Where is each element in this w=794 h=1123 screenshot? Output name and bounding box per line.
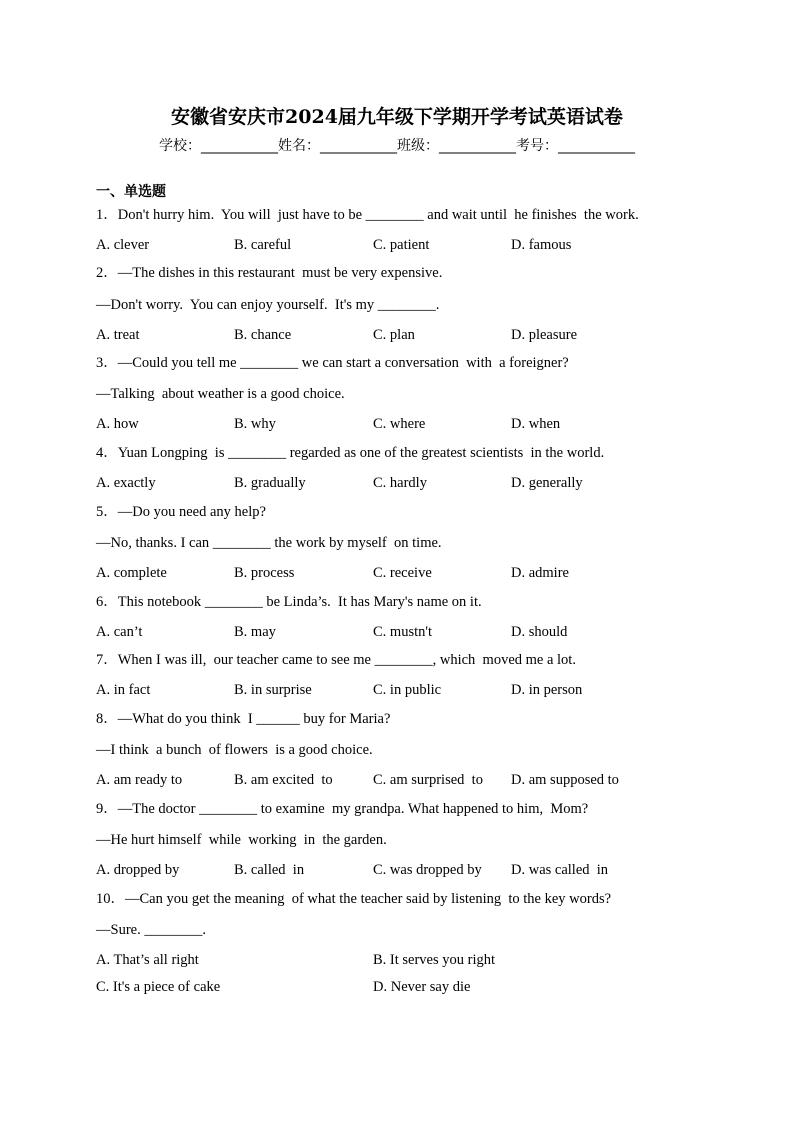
q9-option-c: C. was dropped by — [373, 862, 482, 878]
q3-option-b: B. why — [234, 416, 276, 432]
question-8-reply: —I think a bunch of flowers is a good choice. — [96, 742, 373, 758]
q3-option-a: A. how — [96, 416, 139, 432]
q5-option-c: C. receive — [373, 565, 432, 581]
question-10-stem: 10．—Can you get the meaning of what the teacher said by listening to the key words? — [96, 891, 612, 907]
question-4-stem: 4．Yuan Longping is ________ regarded as one of the greatest scientists in the world. — [96, 445, 605, 461]
q2-option-c: C. plan — [373, 327, 415, 343]
question-1-stem: 1．Don't hurry him. You will just have to be ________ and wait until he finishes the work. — [96, 207, 639, 223]
q9-option-a: A. dropped by — [96, 862, 180, 878]
question-10-reply: —Sure. ________. — [96, 922, 206, 938]
q1-option-d: D. famous — [511, 237, 572, 253]
question-9-stem: 9．—The doctor ________ to examine my grandpa. What happened to him, Mom? — [96, 801, 589, 817]
question-5-stem: 5．—Do you need any help? — [96, 504, 266, 520]
q1-option-b: B. careful — [234, 237, 292, 253]
q7-option-b: B. in surprise — [234, 682, 312, 698]
section-title: 一、单选题 — [96, 184, 166, 200]
q4-option-d: D. generally — [511, 475, 583, 491]
q5-option-d: D. admire — [511, 565, 569, 581]
question-7-stem: 7．When I was ill, our teacher came to see me ________, which moved me a lot. — [96, 652, 576, 668]
q9-option-d: D. was called in — [511, 862, 609, 878]
q6-option-d: D. should — [511, 624, 568, 640]
q10-option-b: B. It serves you right — [373, 952, 496, 968]
q10-option-d: D. Never say die — [373, 979, 471, 995]
question-8-stem: 8．—What do you think I ______ buy for Maria? — [96, 711, 391, 727]
q8-option-c: C. am surprised to — [373, 772, 483, 788]
page-title: 安徽省安庆市2024届九年级下学期开学考试英语试卷 — [171, 106, 623, 128]
q10-option-a: A. That’s all right — [96, 952, 199, 968]
q2-option-d: D. pleasure — [511, 327, 578, 343]
q6-option-a: A. can’t — [96, 624, 143, 640]
q5-option-b: B. process — [234, 565, 295, 581]
question-6-stem: 6．This notebook ________ be Linda’s. It has Mary's name on it. — [96, 594, 482, 610]
q7-option-c: C. in public — [373, 682, 442, 698]
q7-option-a: A. in fact — [96, 682, 151, 698]
q4-option-a: A. exactly — [96, 475, 156, 491]
q9-option-b: B. called in — [234, 862, 305, 878]
q8-option-b: B. am excited to — [234, 772, 333, 788]
question-3-stem: 3．—Could you tell me ________ we can start a conversation with a foreigner? — [96, 355, 569, 371]
question-5-reply: —No, thanks. I can ________ the work by myself on time. — [96, 535, 442, 551]
q6-option-c: C. mustn't — [373, 624, 433, 640]
q3-option-c: C. where — [373, 416, 426, 432]
q4-option-b: B. gradually — [234, 475, 306, 491]
q1-option-c: C. patient — [373, 237, 430, 253]
q4-option-c: C. hardly — [373, 475, 427, 491]
q6-option-b: B. may — [234, 624, 276, 640]
question-2-stem: 2．—The dishes in this restaurant must be very expensive. — [96, 265, 443, 281]
question-9-reply: —He hurt himself while working in the garden. — [96, 832, 387, 848]
q2-option-b: B. chance — [234, 327, 292, 343]
q2-option-a: A. treat — [96, 327, 140, 343]
q8-option-d: D. am supposed to — [511, 772, 619, 788]
q7-option-d: D. in person — [511, 682, 583, 698]
student-info-line: 学校：___________姓名：___________班级：___________考号：___________ — [159, 138, 635, 154]
q3-option-d: D. when — [511, 416, 561, 432]
q10-option-c: C. It's a piece of cake — [96, 979, 221, 995]
q8-option-a: A. am ready to — [96, 772, 183, 788]
q1-option-a: A. clever — [96, 237, 150, 253]
question-2-reply: —Don't worry. You can enjoy yourself. It's my ________. — [96, 297, 440, 313]
q5-option-a: A. complete — [96, 565, 167, 581]
question-3-reply: —Talking about weather is a good choice. — [96, 386, 345, 402]
